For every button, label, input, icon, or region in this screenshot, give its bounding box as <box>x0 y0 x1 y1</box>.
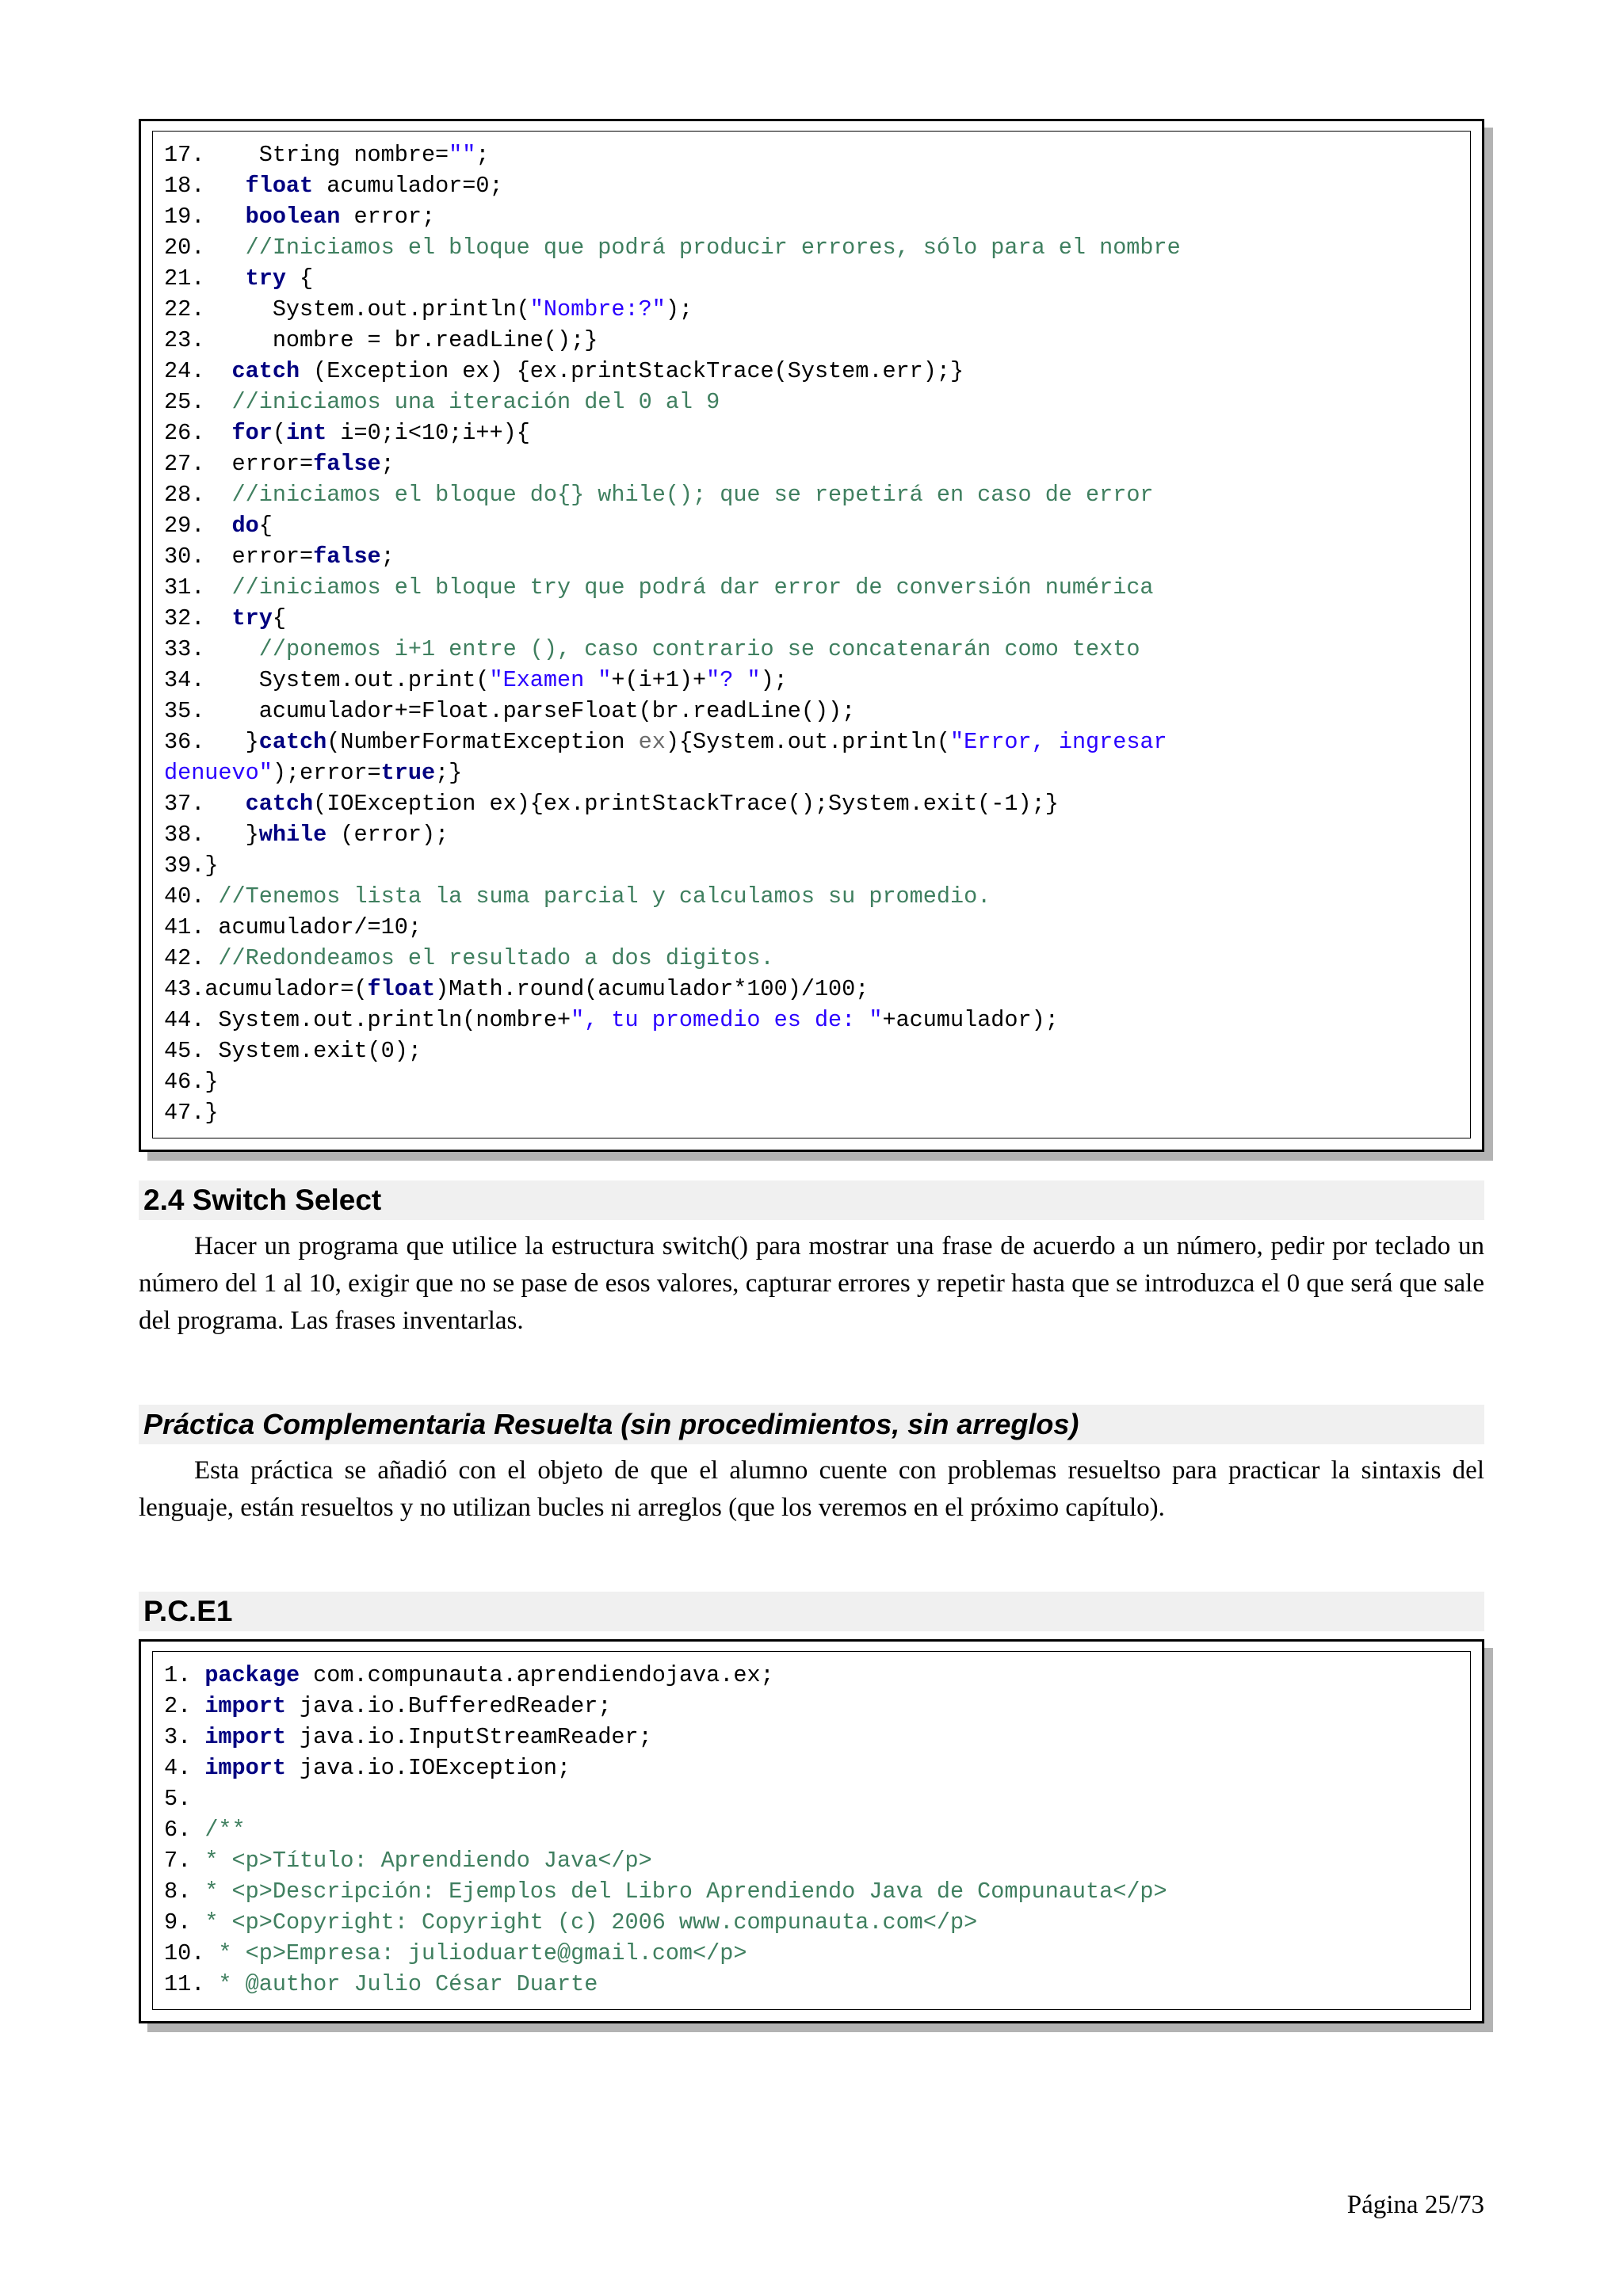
code-block-border <box>139 1639 1484 2023</box>
code-block-2 <box>139 1639 1484 2023</box>
heading-pce1: P.C.E1 <box>139 1592 1484 1631</box>
code-block-1 <box>139 119 1484 1152</box>
spacer <box>139 1527 1484 1563</box>
page-footer: Página 25/73 <box>1346 2191 1484 2219</box>
code-block-border <box>139 119 1484 1152</box>
code-block-inner-border <box>152 131 1471 1138</box>
code-listing-1: 17. String nombre=""; 18. float acumulador=0; 19. boolean error; 20. //Iniciamos el bloque que podrá producir errores, sólo para el nombre 21. try { 22. System.out.println("Nombre:?"); 23. nombre = br.readLine();} 24. catch (Exception ex) {ex.printStackTrace(System.err);} 25. //iniciamos una iteración del 0 al 9 26. for(int i=0;i<10;i++){ 27. error=false; 28. //iniciamos el bloque do{} while(); que se repetirá en caso de error 29. do{ 30. error=false; 31. //iniciamos el bloque try que podrá dar error de conversión numérica 32. try{ 33. //ponemos i+1 entre (), caso contrario se concatenarán como texto 34. System.out.print("Examen "+(i+1)+"? "); 35. acumulador+=Float.parseFloat(br.readLine()); 36. }catch(NumberFormatException ex){System.out.println("Error, ingresar denuevo");error=true;} 37. catch(IOException ex){ex.printStackTrace();System.exit(-1);} 38. }while (error); 39.} 40. //Tenemos lista la suma parcial y calculamos su promedio. 41. acumulador/=10; 42. //Redondeamos el resultado a dos digitos. 43.acumulador=(float)Math.round(acumulador*100)/100; 44. System.out.println(nombre+", tu promedio es de: "+acumulador); 45. System.exit(0); 46.} 47.} <box>164 142 1181 1126</box>
paragraph-practica-complementaria: Esta práctica se añadió con el objeto de que el alumno cuente con problemas resueltso para practicar la sintaxis del lenguaje, están resueltos y no utilizan bucles ni arreglos (que los veremos en el próximo capítulo). <box>139 1456 1484 1522</box>
spacer <box>139 1340 1484 1376</box>
code-block-inner-border <box>152 1651 1471 2010</box>
paragraph-switch-select: Hacer un programa que utilice la estructura switch() para mostrar una frase de acuerdo a un número, pedir por teclado un número del 1 al 10, exigir que no se pase de esos valores, capturar errores y repetir hasta que se introduzca el 0 que será que sale del programa. Las frases inventarlas. <box>139 1232 1484 1335</box>
heading-practica-complementaria: Práctica Complementaria Resuelta (sin procedimientos, sin arreglos) <box>139 1405 1484 1444</box>
heading-switch-select: 2.4 Switch Select <box>139 1180 1484 1220</box>
code-listing-2: 1. package com.compunauta.aprendiendojava.ex; 2. import java.io.BufferedReader; 3. import java.io.InputStreamReader; 4. import java.io.IOException; 5. 6. /** 7. * <p>Título: Aprendiendo Java</p> 8. * <p>Descripción: Ejemplos del Libro Aprendiendo Java de Compunauta</p> 9. * <p>Copyright: Copyright (c) 2006 www.compunauta.com</p> 10. * <p>Empresa: julioduarte@gmail.com</p> 11. * @author Julio César Duarte <box>164 1662 1167 1997</box>
